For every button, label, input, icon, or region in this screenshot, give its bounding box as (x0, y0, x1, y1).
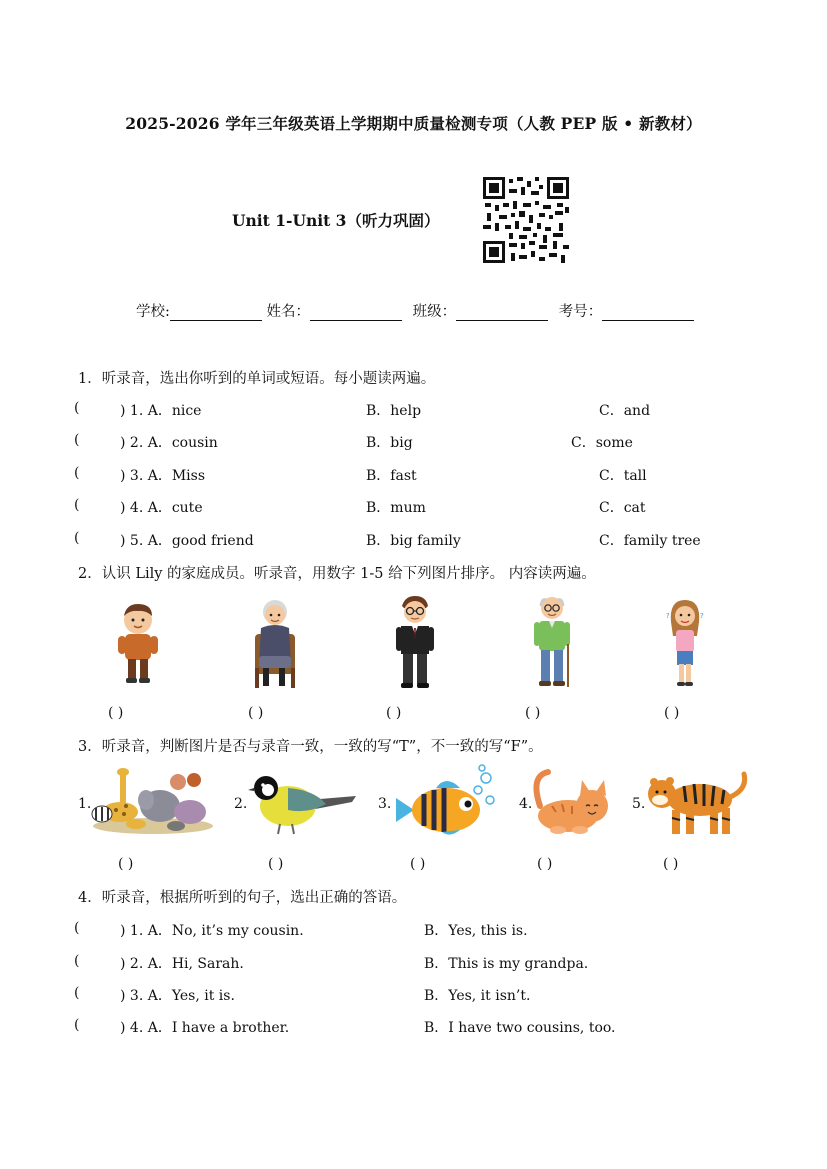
dad-picture (393, 594, 437, 690)
answer-paren-open[interactable]: ( (74, 920, 80, 936)
q1-item (74, 497, 794, 517)
option-b: B．Yes, it isn’t. (424, 988, 531, 1004)
exam-number-blank[interactable] (602, 304, 694, 321)
student-info-fields (136, 300, 694, 321)
option-a: ) 1. A．nice (120, 403, 202, 419)
picture-number: 4. (519, 796, 533, 812)
q1-item (74, 530, 794, 550)
option-a: ) 2. A．cousin (120, 435, 218, 451)
option-c: C．and (599, 403, 651, 419)
option-a: ) 4. A．I have a brother. (120, 1020, 290, 1036)
cat-picture (530, 766, 614, 836)
picture-number: 1. (78, 796, 92, 812)
answer-paren-open[interactable]: ( (74, 432, 80, 448)
q4-item (74, 1017, 794, 1037)
option-b: B．I have two cousins, too. (424, 1020, 616, 1036)
picture-number: 3. (378, 796, 392, 812)
answer-paren-open[interactable]: ( (74, 400, 80, 416)
option-b: B．fast (366, 468, 417, 484)
q2-title: 2．认识 Lily 的家庭成员。听录音，用数字 1-5 给下列图片排序。 内容读两遍。 (78, 566, 596, 582)
q4-title: 4．听录音，根据所听到的句子，选出正确的答语。 (78, 890, 407, 906)
q1-item (74, 400, 794, 420)
q4-item (74, 953, 794, 973)
school-blank[interactable] (170, 304, 262, 321)
school-label: 学校: (136, 304, 170, 320)
q1-title: 1．听录音，选出你听到的单词或短语。每小题读两遍。 (78, 371, 436, 387)
grandpa-picture (530, 592, 574, 690)
grandma-picture (247, 594, 303, 690)
answer-paren-open[interactable]: ( (74, 497, 80, 513)
qr-code (483, 177, 569, 263)
option-b: B．mum (366, 500, 426, 516)
option-b: B．big (366, 435, 413, 451)
q1-item (74, 465, 794, 485)
document-title: 2025-2026 学年三年级英语上学期期中质量检测专项（人教 PEP 版 • 新教材） (125, 114, 702, 133)
answer-blank[interactable]: ( ) (118, 856, 134, 872)
animals-picture (90, 766, 216, 836)
answer-paren-open[interactable]: ( (74, 953, 80, 969)
girl-picture (663, 596, 707, 688)
option-b: B．big family (366, 533, 461, 549)
unit-subtitle: Unit 1-Unit 3（听力巩固） (232, 211, 440, 230)
answer-paren-open[interactable]: ( (74, 530, 80, 546)
answer-paren-open[interactable]: ( (74, 985, 80, 1001)
class-label: 班级： (412, 304, 457, 320)
tiger-picture (644, 768, 750, 838)
svg-text:?: ? (700, 612, 704, 620)
exam-number-label: 考号： (558, 304, 603, 320)
answer-blank[interactable]: ( ) (248, 705, 264, 721)
q4-item (74, 985, 794, 1005)
name-blank[interactable] (310, 304, 402, 321)
option-a: ) 2. A．Hi, Sarah. (120, 956, 244, 972)
fish-picture (390, 764, 498, 838)
boy-picture (108, 598, 168, 688)
option-a: ) 4. A．cute (120, 500, 203, 516)
q1-item (74, 432, 794, 452)
q3-title: 3．听录音，判断图片是否与录音一致，一致的写“T”，不一致的写“F”。 (78, 739, 543, 755)
option-a: ) 1. A．No, it’s my cousin. (120, 923, 304, 939)
answer-blank[interactable]: ( ) (410, 856, 426, 872)
answer-paren-open[interactable]: ( (74, 465, 80, 481)
name-label: 姓名： (266, 304, 310, 320)
bird-picture (248, 770, 358, 836)
option-c: C．family tree (599, 533, 701, 549)
answer-blank[interactable]: ( ) (663, 856, 679, 872)
answer-blank[interactable]: ( ) (664, 705, 680, 721)
answer-blank[interactable]: ( ) (525, 705, 541, 721)
q4-item (74, 920, 794, 940)
picture-number: 2. (234, 796, 248, 812)
picture-number: 5. (632, 796, 646, 812)
option-c: C．some (571, 435, 633, 451)
option-c: C．tall (599, 468, 647, 484)
option-a: ) 3. A．Yes, it is. (120, 988, 235, 1004)
option-a: ) 3. A．Miss (120, 468, 206, 484)
option-b: B．Yes, this is. (424, 923, 528, 939)
class-blank[interactable] (456, 304, 548, 321)
answer-blank[interactable]: ( ) (386, 705, 402, 721)
option-b: B．help (366, 403, 422, 419)
option-a: ) 5. A．good friend (120, 533, 254, 549)
answer-blank[interactable]: ( ) (108, 705, 124, 721)
svg-text:?: ? (666, 612, 670, 620)
option-c: C．cat (599, 500, 646, 516)
answer-paren-open[interactable]: ( (74, 1017, 80, 1033)
answer-blank[interactable]: ( ) (537, 856, 553, 872)
answer-blank[interactable]: ( ) (268, 856, 284, 872)
option-b: B．This is my grandpa. (424, 956, 589, 972)
